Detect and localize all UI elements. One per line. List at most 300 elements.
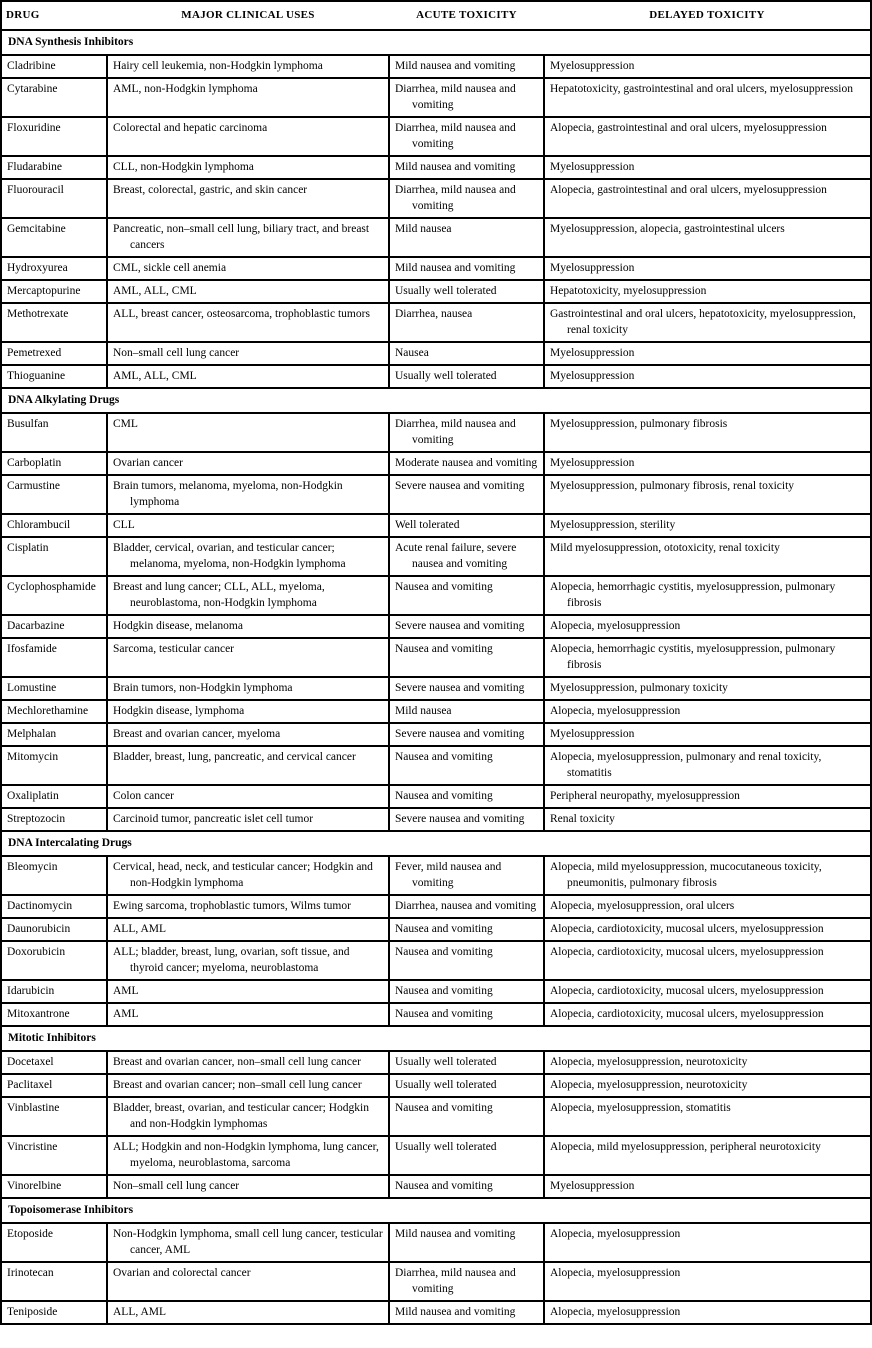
table-row — [1, 452, 871, 475]
table-row — [1, 1097, 871, 1136]
cell-text-uses: Carcinoid tumor, pancreatic islet cell tumor — [113, 813, 314, 825]
table-row — [1, 342, 871, 365]
cell-acute — [389, 808, 544, 831]
cell-text-uses: Breast and lung cancer; CLL, ALL, myeloma, neuroblastoma, non-Hodgkin lymphoma — [113, 581, 325, 609]
cell-text-drug: Busulfan — [7, 418, 49, 430]
cell-text-uses: ALL; bladder, breast, lung, ovarian, soft tissue, and thyroid cancer; myeloma, neuroblastoma — [113, 946, 350, 974]
cell-text-acute: Acute renal failure, severe nausea and vomiting — [395, 542, 517, 570]
cell-acute — [389, 1003, 544, 1026]
cell-text-uses: CML, sickle cell anemia — [113, 262, 227, 274]
cell-text-uses: Hodgkin disease, lymphoma — [113, 705, 245, 717]
cell-text-delayed: Mild myelosuppression, ototoxicity, renal toxicity — [550, 542, 780, 554]
cell-delayed — [544, 537, 871, 576]
cell-delayed — [544, 723, 871, 746]
cell-uses — [107, 342, 389, 365]
cell-delayed — [544, 615, 871, 638]
cell-text-drug: Vinblastine — [7, 1102, 60, 1114]
cell-text-drug: Methotrexate — [7, 308, 69, 320]
table-row — [1, 78, 871, 117]
table-row — [1, 746, 871, 785]
cell-delayed — [544, 1097, 871, 1136]
cell-text-drug: Teniposide — [7, 1306, 58, 1318]
table-row — [1, 808, 871, 831]
cell-text-acute: Nausea and vomiting — [395, 643, 493, 655]
cell-text-delayed: Alopecia, hemorrhagic cystitis, myelosuppression, pulmonary fibrosis — [550, 581, 836, 609]
column-header-delayed-toxicity: DELAYED TOXICITY — [544, 1, 871, 30]
cell-delayed — [544, 156, 871, 179]
cell-text-delayed: Alopecia, mild myelosuppression, mucocutaneous toxicity, pneumonitis, pulmonary fibrosis — [550, 861, 822, 889]
cell-acute — [389, 156, 544, 179]
section-header-row — [1, 388, 871, 413]
cell-text-delayed: Peripheral neuropathy, myelosuppression — [550, 790, 740, 802]
cell-text-drug: Mitoxantrone — [7, 1008, 70, 1020]
cell-text-delayed: Alopecia, myelosuppression — [550, 705, 681, 717]
cell-text-drug: Chlorambucil — [7, 519, 71, 531]
cell-text-delayed: Alopecia, myelosuppression, neurotoxicity — [550, 1056, 748, 1068]
cell-uses — [107, 918, 389, 941]
cell-delayed — [544, 1003, 871, 1026]
cell-acute — [389, 615, 544, 638]
section-title: DNA Intercalating Drugs — [1, 831, 871, 856]
cell-text-drug: Mercaptopurine — [7, 285, 81, 297]
section-header-row — [1, 831, 871, 856]
cell-drug — [1, 638, 107, 677]
cell-uses — [107, 1223, 389, 1262]
cell-drug — [1, 1097, 107, 1136]
cell-drug — [1, 78, 107, 117]
cell-drug — [1, 941, 107, 980]
cell-delayed — [544, 576, 871, 615]
cell-drug — [1, 785, 107, 808]
cell-delayed — [544, 303, 871, 342]
cell-delayed — [544, 218, 871, 257]
cell-text-drug: Ifosfamide — [7, 643, 57, 655]
table-row — [1, 856, 871, 895]
cell-acute — [389, 980, 544, 1003]
cell-text-uses: CLL, non-Hodgkin lymphoma — [113, 161, 254, 173]
cell-text-drug: Cisplatin — [7, 542, 49, 554]
cell-delayed — [544, 117, 871, 156]
cell-drug — [1, 55, 107, 78]
cell-uses — [107, 117, 389, 156]
cell-text-delayed: Alopecia, hemorrhagic cystitis, myelosuppression, pulmonary fibrosis — [550, 643, 836, 671]
cell-uses — [107, 1074, 389, 1097]
cell-text-acute: Diarrhea, mild nausea and vomiting — [395, 1267, 516, 1295]
cell-text-delayed: Myelosuppression, alopecia, gastrointestinal ulcers — [550, 223, 785, 235]
cell-delayed — [544, 980, 871, 1003]
cell-text-drug: Paclitaxel — [7, 1079, 53, 1091]
cell-drug — [1, 117, 107, 156]
table-row — [1, 576, 871, 615]
cell-text-drug: Gemcitabine — [7, 223, 66, 235]
cell-uses — [107, 514, 389, 537]
table-row — [1, 156, 871, 179]
cell-uses — [107, 218, 389, 257]
cell-text-acute: Usually well tolerated — [395, 1079, 497, 1091]
cell-delayed — [544, 1223, 871, 1262]
section-header-row — [1, 1026, 871, 1051]
cell-text-uses: Non–small cell lung cancer — [113, 347, 240, 359]
cell-text-drug: Fluorouracil — [7, 184, 64, 196]
cell-uses — [107, 303, 389, 342]
cell-text-acute: Diarrhea, nausea and vomiting — [395, 900, 537, 912]
cell-drug — [1, 723, 107, 746]
cell-uses — [107, 156, 389, 179]
cell-text-drug: Hydroxyurea — [7, 262, 68, 274]
cell-text-acute: Nausea and vomiting — [395, 790, 493, 802]
cell-text-drug: Dactinomycin — [7, 900, 73, 912]
cell-acute — [389, 342, 544, 365]
table-row — [1, 475, 871, 514]
cell-text-uses: Bladder, cervical, ovarian, and testicular cancer; melanoma, myeloma, non-Hodgkin lymphoma — [113, 542, 346, 570]
cell-uses — [107, 365, 389, 388]
cell-text-delayed: Alopecia, myelosuppression, stomatitis — [550, 1102, 731, 1114]
cell-text-delayed: Myelosuppression — [550, 370, 635, 382]
cell-text-drug: Vinorelbine — [7, 1180, 62, 1192]
cell-text-delayed: Myelosuppression — [550, 262, 635, 274]
cell-acute — [389, 918, 544, 941]
cell-text-delayed: Alopecia, mild myelosuppression, peripheral neurotoxicity — [550, 1141, 821, 1153]
cell-delayed — [544, 677, 871, 700]
cell-uses — [107, 1175, 389, 1198]
cell-delayed — [544, 78, 871, 117]
cell-acute — [389, 1223, 544, 1262]
cell-delayed — [544, 514, 871, 537]
cell-drug — [1, 980, 107, 1003]
cell-uses — [107, 746, 389, 785]
table-row — [1, 257, 871, 280]
cell-text-acute: Diarrhea, mild nausea and vomiting — [395, 83, 516, 111]
cell-text-acute: Diarrhea, mild nausea and vomiting — [395, 418, 516, 446]
cell-text-acute: Severe nausea and vomiting — [395, 813, 525, 825]
cell-uses — [107, 280, 389, 303]
cell-text-uses: AML — [113, 1008, 139, 1020]
table-row — [1, 723, 871, 746]
table-row — [1, 1074, 871, 1097]
cell-text-acute: Nausea and vomiting — [395, 1008, 493, 1020]
cell-drug — [1, 700, 107, 723]
cell-delayed — [544, 1175, 871, 1198]
table-row — [1, 918, 871, 941]
cell-uses — [107, 723, 389, 746]
cell-text-delayed: Myelosuppression — [550, 60, 635, 72]
cell-text-drug: Carmustine — [7, 480, 61, 492]
cell-text-acute: Severe nausea and vomiting — [395, 480, 525, 492]
cell-uses — [107, 677, 389, 700]
table-row — [1, 1301, 871, 1324]
cell-acute — [389, 303, 544, 342]
cell-delayed — [544, 700, 871, 723]
table-row — [1, 55, 871, 78]
cell-text-drug: Floxuridine — [7, 122, 61, 134]
table-row — [1, 1136, 871, 1175]
cell-delayed — [544, 1301, 871, 1324]
cell-text-drug: Irinotecan — [7, 1267, 54, 1279]
cell-delayed — [544, 1136, 871, 1175]
cell-text-uses: ALL, AML — [113, 923, 167, 935]
cell-drug — [1, 856, 107, 895]
cell-text-uses: Cervical, head, neck, and testicular cancer; Hodgkin and non-Hodgkin lymphoma — [113, 861, 373, 889]
cell-text-delayed: Alopecia, myelosuppression, neurotoxicity — [550, 1079, 748, 1091]
cell-text-uses: Hairy cell leukemia, non-Hodgkin lymphoma — [113, 60, 323, 72]
cell-uses — [107, 615, 389, 638]
cell-drug — [1, 475, 107, 514]
cell-text-drug: Daunorubicin — [7, 923, 71, 935]
section-title: DNA Synthesis Inhibitors — [1, 30, 871, 55]
cell-acute — [389, 218, 544, 257]
table-row — [1, 1262, 871, 1301]
cell-delayed — [544, 1262, 871, 1301]
cell-drug — [1, 677, 107, 700]
cell-delayed — [544, 918, 871, 941]
cell-uses — [107, 537, 389, 576]
cell-text-drug: Dacarbazine — [7, 620, 65, 632]
cell-text-uses: Breast and ovarian cancer, myeloma — [113, 728, 281, 740]
table-row — [1, 537, 871, 576]
cell-text-uses: Ovarian and colorectal cancer — [113, 1267, 251, 1279]
cell-drug — [1, 514, 107, 537]
cell-text-uses: Breast and ovarian cancer; non–small cell lung cancer — [113, 1079, 362, 1091]
cell-delayed — [544, 280, 871, 303]
table-row — [1, 615, 871, 638]
cell-drug — [1, 1223, 107, 1262]
section-title: Mitotic Inhibitors — [1, 1026, 871, 1051]
table-row — [1, 677, 871, 700]
cell-text-uses: Breast, colorectal, gastric, and skin cancer — [113, 184, 308, 196]
cell-text-uses: Colorectal and hepatic carcinoma — [113, 122, 268, 134]
cell-text-delayed: Myelosuppression — [550, 728, 635, 740]
cell-text-acute: Mild nausea — [395, 705, 452, 717]
cell-uses — [107, 1051, 389, 1074]
cell-text-acute: Mild nausea and vomiting — [395, 161, 516, 173]
cell-text-acute: Mild nausea and vomiting — [395, 60, 516, 72]
column-header-major-clinical-uses: MAJOR CLINICAL USES — [107, 1, 389, 30]
cell-uses — [107, 856, 389, 895]
cell-uses — [107, 980, 389, 1003]
cell-text-drug: Vincristine — [7, 1141, 58, 1153]
cell-text-uses: ALL, breast cancer, osteosarcoma, trophoblastic tumors — [113, 308, 370, 320]
cell-text-acute: Usually well tolerated — [395, 370, 497, 382]
cell-delayed — [544, 808, 871, 831]
table-row — [1, 413, 871, 452]
cell-text-acute: Mild nausea and vomiting — [395, 262, 516, 274]
cell-text-uses: Non-Hodgkin lymphoma, small cell lung cancer, testicular cancer, AML — [113, 1228, 383, 1256]
cell-text-acute: Nausea — [395, 347, 429, 359]
cell-text-drug: Cladribine — [7, 60, 56, 72]
cell-text-drug: Idarubicin — [7, 985, 55, 997]
cell-acute — [389, 475, 544, 514]
table-row — [1, 700, 871, 723]
cell-text-acute: Diarrhea, mild nausea and vomiting — [395, 184, 516, 212]
cell-uses — [107, 785, 389, 808]
cell-text-acute: Usually well tolerated — [395, 1141, 497, 1153]
cell-acute — [389, 576, 544, 615]
cell-drug — [1, 895, 107, 918]
cell-text-delayed: Myelosuppression — [550, 347, 635, 359]
cell-text-delayed: Alopecia, cardiotoxicity, mucosal ulcers, myelosuppression — [550, 946, 824, 958]
cell-text-uses: Ovarian cancer — [113, 457, 183, 469]
cell-delayed — [544, 785, 871, 808]
cell-text-acute: Nausea and vomiting — [395, 751, 493, 763]
table-row — [1, 785, 871, 808]
cell-text-uses: ALL, AML — [113, 1306, 167, 1318]
cell-acute — [389, 1262, 544, 1301]
cell-drug — [1, 1301, 107, 1324]
cell-acute — [389, 1301, 544, 1324]
cell-acute — [389, 365, 544, 388]
cell-text-uses: Non–small cell lung cancer — [113, 1180, 240, 1192]
cell-delayed — [544, 475, 871, 514]
cell-drug — [1, 1074, 107, 1097]
table-row — [1, 117, 871, 156]
section-title: DNA Alkylating Drugs — [1, 388, 871, 413]
cell-uses — [107, 55, 389, 78]
cell-drug — [1, 808, 107, 831]
table-row — [1, 638, 871, 677]
cell-delayed — [544, 365, 871, 388]
cell-text-uses: CLL — [113, 519, 135, 531]
table-row — [1, 1175, 871, 1198]
cell-uses — [107, 452, 389, 475]
table-row — [1, 303, 871, 342]
cell-drug — [1, 918, 107, 941]
cell-drug — [1, 1003, 107, 1026]
cell-drug — [1, 615, 107, 638]
cell-delayed — [544, 342, 871, 365]
section-title: Topoisomerase Inhibitors — [1, 1198, 871, 1223]
cell-text-delayed: Myelosuppression — [550, 161, 635, 173]
cell-drug — [1, 537, 107, 576]
cell-uses — [107, 78, 389, 117]
cell-text-uses: Ewing sarcoma, trophoblastic tumors, Wilms tumor — [113, 900, 351, 912]
cell-delayed — [544, 941, 871, 980]
cell-drug — [1, 1051, 107, 1074]
table-row — [1, 1003, 871, 1026]
cell-delayed — [544, 856, 871, 895]
cell-uses — [107, 638, 389, 677]
cell-delayed — [544, 452, 871, 475]
cell-text-drug: Lomustine — [7, 682, 57, 694]
cell-text-uses: CML — [113, 418, 138, 430]
cell-acute — [389, 452, 544, 475]
cell-acute — [389, 1074, 544, 1097]
cell-text-acute: Usually well tolerated — [395, 285, 497, 297]
cell-uses — [107, 576, 389, 615]
cell-uses — [107, 808, 389, 831]
cell-drug — [1, 218, 107, 257]
cell-text-delayed: Myelosuppression, pulmonary fibrosis — [550, 418, 728, 430]
cell-uses — [107, 257, 389, 280]
cell-drug — [1, 746, 107, 785]
table-row — [1, 980, 871, 1003]
cell-delayed — [544, 179, 871, 218]
cell-uses — [107, 413, 389, 452]
cell-delayed — [544, 746, 871, 785]
cell-text-acute: Diarrhea, mild nausea and vomiting — [395, 122, 516, 150]
cell-drug — [1, 452, 107, 475]
cell-text-delayed: Alopecia, gastrointestinal and oral ulcers, myelosuppression — [550, 184, 827, 196]
cell-text-acute: Nausea and vomiting — [395, 581, 493, 593]
cell-text-drug: Fludarabine — [7, 161, 62, 173]
section-header-row — [1, 30, 871, 55]
cell-text-delayed: Myelosuppression, pulmonary toxicity — [550, 682, 728, 694]
table-row — [1, 514, 871, 537]
cell-text-delayed: Alopecia, cardiotoxicity, mucosal ulcers, myelosuppression — [550, 985, 824, 997]
cell-acute — [389, 1175, 544, 1198]
cell-drug — [1, 1175, 107, 1198]
cell-delayed — [544, 55, 871, 78]
cell-drug — [1, 342, 107, 365]
cell-text-uses: Bladder, breast, lung, pancreatic, and cervical cancer — [113, 751, 356, 763]
cell-text-delayed: Hepatotoxicity, myelosuppression — [550, 285, 707, 297]
cell-acute — [389, 941, 544, 980]
cell-acute — [389, 638, 544, 677]
cell-drug — [1, 413, 107, 452]
cell-acute — [389, 280, 544, 303]
cell-text-delayed: Alopecia, cardiotoxicity, mucosal ulcers, myelosuppression — [550, 923, 824, 935]
cell-text-uses: Brain tumors, melanoma, myeloma, non-Hodgkin lymphoma — [113, 480, 343, 508]
table-body — [1, 30, 871, 1324]
cell-acute — [389, 895, 544, 918]
cell-text-acute: Severe nausea and vomiting — [395, 620, 525, 632]
cell-uses — [107, 1262, 389, 1301]
cell-text-drug: Oxaliplatin — [7, 790, 59, 802]
cell-delayed — [544, 257, 871, 280]
cell-uses — [107, 179, 389, 218]
cell-text-delayed: Hepatotoxicity, gastrointestinal and oral ulcers, myelosuppression — [550, 83, 853, 95]
cell-text-acute: Nausea and vomiting — [395, 1102, 493, 1114]
cell-text-delayed: Renal toxicity — [550, 813, 615, 825]
table-row — [1, 895, 871, 918]
cell-drug — [1, 156, 107, 179]
cell-acute — [389, 746, 544, 785]
cell-text-drug: Mitomycin — [7, 751, 59, 763]
cell-acute — [389, 723, 544, 746]
cell-text-drug: Doxorubicin — [7, 946, 66, 958]
cell-text-acute: Nausea and vomiting — [395, 946, 493, 958]
cell-text-acute: Usually well tolerated — [395, 1056, 497, 1068]
cell-text-delayed: Alopecia, myelosuppression — [550, 1228, 681, 1240]
cell-text-acute: Mild nausea and vomiting — [395, 1228, 516, 1240]
cell-delayed — [544, 1074, 871, 1097]
cell-acute — [389, 785, 544, 808]
cell-uses — [107, 700, 389, 723]
cell-text-delayed: Gastrointestinal and oral ulcers, hepatotoxicity, myelosuppression, renal toxicity — [550, 308, 856, 336]
cell-text-drug: Bleomycin — [7, 861, 58, 873]
cell-text-drug: Cytarabine — [7, 83, 58, 95]
cell-drug — [1, 303, 107, 342]
cell-acute — [389, 55, 544, 78]
cell-text-acute: Nausea and vomiting — [395, 923, 493, 935]
cell-text-delayed: Alopecia, myelosuppression — [550, 1306, 681, 1318]
cell-acute — [389, 514, 544, 537]
cell-text-delayed: Alopecia, myelosuppression — [550, 620, 681, 632]
table-row — [1, 218, 871, 257]
cell-acute — [389, 1051, 544, 1074]
cell-delayed — [544, 1051, 871, 1074]
cell-uses — [107, 1097, 389, 1136]
cell-text-acute: Moderate nausea and vomiting — [395, 457, 538, 469]
cell-text-acute: Diarrhea, nausea — [395, 308, 473, 320]
cell-uses — [107, 1136, 389, 1175]
cell-text-uses: Hodgkin disease, melanoma — [113, 620, 243, 632]
cell-text-delayed: Alopecia, myelosuppression, pulmonary and renal toxicity, stomatitis — [550, 751, 822, 779]
header-row — [1, 1, 871, 30]
cell-acute — [389, 257, 544, 280]
cell-text-acute: Nausea and vomiting — [395, 1180, 493, 1192]
cell-text-drug: Etoposide — [7, 1228, 53, 1240]
section-header-row — [1, 1198, 871, 1223]
